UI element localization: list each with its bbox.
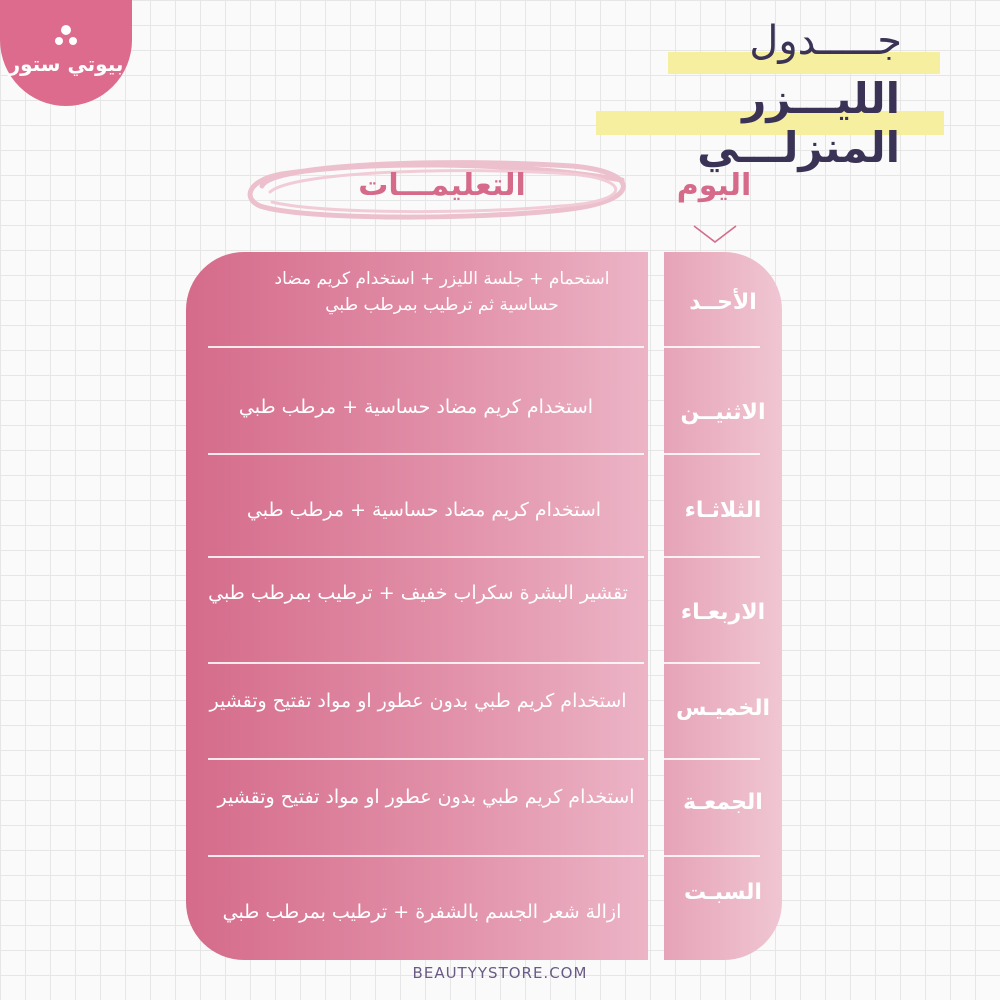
day-cell: الأحــد <box>689 290 757 315</box>
day-cell: الثلاثـاء <box>684 498 762 523</box>
row-divider <box>208 346 644 348</box>
flower-icon <box>51 24 81 46</box>
title-line-1: جـــــدول <box>749 18 902 64</box>
instructions-header <box>242 150 642 230</box>
day-cell: الاثنيــن <box>680 400 766 425</box>
row-divider <box>664 758 760 760</box>
row-divider <box>664 453 760 455</box>
title-line-2: الليـــزر المنزلـــي <box>697 74 900 172</box>
day-cell: الاربعـاء <box>680 600 766 625</box>
instruction-cell: ازالة شعر الجسم بالشفرة + ترطيب بمرطب طبي <box>222 901 622 923</box>
page-title <box>580 12 940 172</box>
row-divider <box>664 346 760 348</box>
day-cell: السبـت <box>684 880 762 905</box>
instruction-cell: استحمام + جلسة الليزر + استخدام كريم مضاد حساسية ثم ترطيب بمرطب طبي <box>274 269 610 315</box>
day-header: اليوم <box>676 168 752 203</box>
brand-logo <box>0 0 132 106</box>
instruction-cell: استخدام كريم مضاد حساسية + مرطب طبي <box>238 396 594 418</box>
row-divider <box>208 855 644 857</box>
day-cell: الجمعـة <box>683 790 763 815</box>
row-divider <box>208 453 644 455</box>
row-divider <box>208 556 644 558</box>
row-divider <box>664 556 760 558</box>
row-divider <box>208 662 644 664</box>
instruction-cell: استخدام كريم طبي بدون عطور او مواد تفتيح وتقشير <box>217 786 635 808</box>
instruction-cell: تقشير البشرة سكراب خفيف + ترطيب بمرطب طبي <box>208 582 628 604</box>
row-divider <box>208 758 644 760</box>
footer-website: BEAUTYYSTORE.COM <box>412 964 588 982</box>
instructions-header-label: التعليمـــات <box>358 168 526 203</box>
row-divider <box>664 662 760 664</box>
logo-text: بيوتي ستور <box>8 52 124 76</box>
instruction-cell: استخدام كريم طبي بدون عطور او مواد تفتيح وتقشير <box>209 690 627 712</box>
instruction-cell: استخدام كريم مضاد حساسية + مرطب طبي <box>246 499 602 521</box>
day-cell: الخميـس <box>675 696 770 721</box>
row-divider <box>664 855 760 857</box>
